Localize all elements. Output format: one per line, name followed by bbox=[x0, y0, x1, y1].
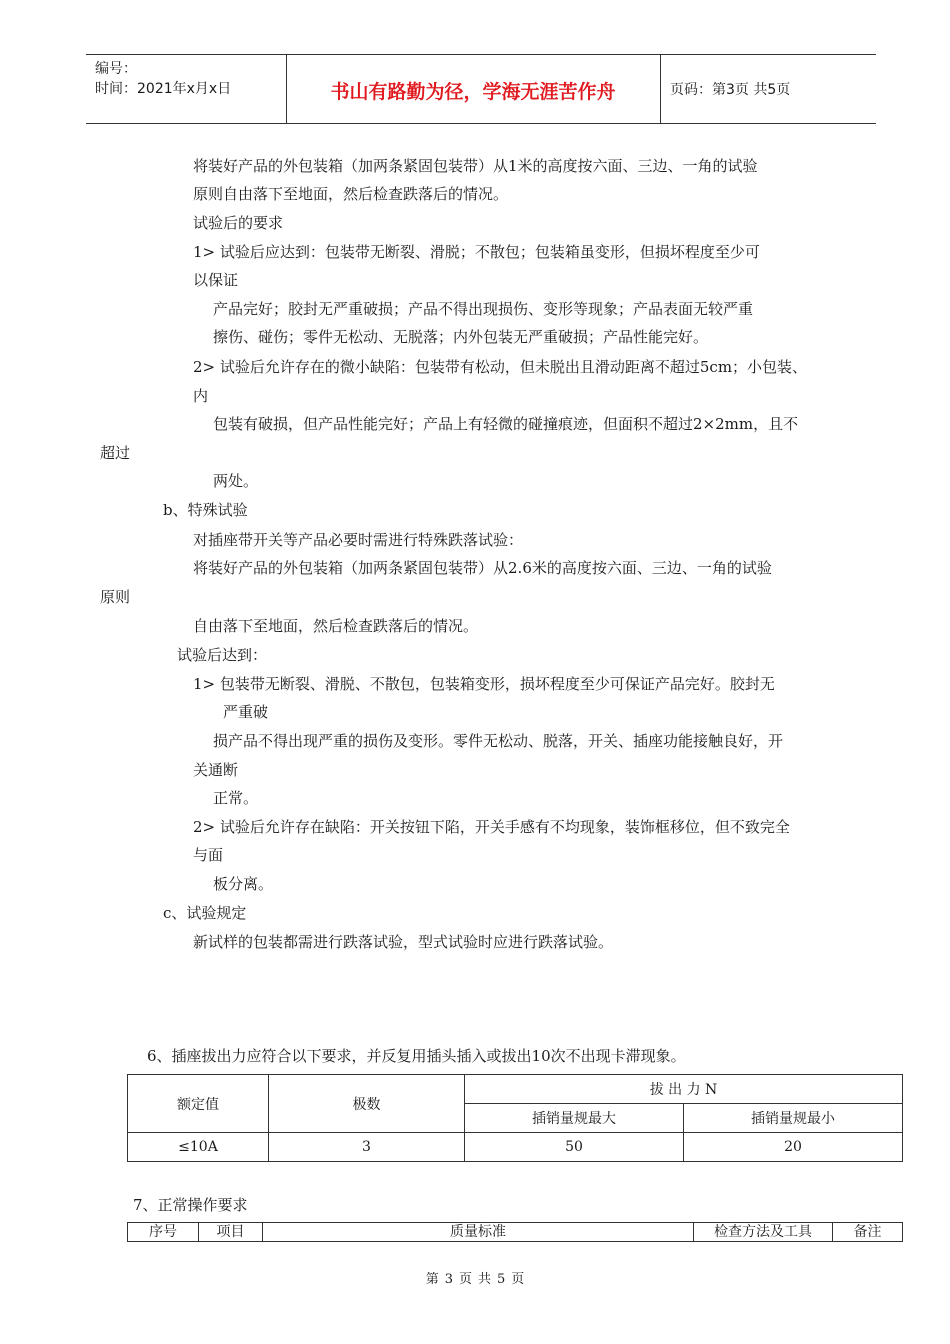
body-line: 以保证 bbox=[193, 271, 239, 289]
page-header bbox=[86, 54, 876, 124]
table-header-cell: 质量标准 bbox=[263, 1223, 694, 1242]
header-meta bbox=[95, 59, 231, 99]
body-line: 与面 bbox=[193, 846, 224, 864]
body-line: 对插座带开关等产品必要时需进行特殊跌落试验： bbox=[193, 531, 524, 549]
body-line: 包装有破损，但产品性能完好；产品上有轻微的碰撞痕迹，但面积不超过2×2mm，且不 bbox=[213, 415, 799, 433]
footer-text: 页 bbox=[511, 1272, 525, 1287]
body-line: 1> 试验后应达到：包装带无断裂、滑脱；不散包；包装箱虽变形，但损坏程度至少可 bbox=[193, 243, 760, 261]
body-line: 严重破 bbox=[223, 703, 269, 721]
body-line: 原则自由落下至地面，然后检查跌落后的情况。 bbox=[193, 185, 509, 203]
body-line: 正常。 bbox=[213, 789, 259, 807]
body-line: 内 bbox=[193, 387, 209, 405]
table-cell: ≤10A bbox=[128, 1133, 269, 1162]
section-heading: 7、正常操作要求 bbox=[133, 1196, 248, 1214]
table-row bbox=[128, 1223, 903, 1242]
body-line: 2> 试验后允许存在缺陷：开关按钮下陷，开关手感有不均现象，装饰框移位，但不致完全 bbox=[193, 818, 790, 836]
body-line: 擦伤、碰伤；零件无松动、无脱落；内外包装无严重破损；产品性能完好。 bbox=[213, 328, 709, 346]
body-line: 1> 包装带无断裂、滑脱、不散包，包装箱变形，损坏程度至少可保证产品完好。胶封无 bbox=[193, 675, 775, 693]
table-header-cell: 额定值 bbox=[128, 1075, 269, 1133]
table-header-cell: 拔 出 力 N bbox=[465, 1075, 903, 1104]
table-cell: 3 bbox=[269, 1133, 465, 1162]
body-line: 将装好产品的外包装箱（加两条紧固包装带）从1米的高度按六面、三边、一角的试验 bbox=[193, 157, 758, 175]
body-line: 新试样的包装都需进行跌落试验，型式试验时应进行跌落试验。 bbox=[193, 933, 614, 951]
body-line: 试验后的要求 bbox=[193, 214, 284, 232]
table-header-cell: 极数 bbox=[269, 1075, 465, 1133]
table-header-cell: 项目 bbox=[199, 1223, 263, 1242]
table-header-cell: 插销量规最大 bbox=[465, 1104, 684, 1133]
table-header-cell: 序号 bbox=[128, 1223, 199, 1242]
body-line: 板分离。 bbox=[213, 875, 274, 893]
header-divider bbox=[660, 55, 661, 123]
body-line: 产品完好；胶封无严重破损；产品不得出现损伤、变形等现象；产品表面无较严重 bbox=[213, 300, 754, 318]
table-cell: 50 bbox=[465, 1133, 684, 1162]
operation-requirements-table bbox=[127, 1222, 903, 1242]
table-header-cell: 备注 bbox=[833, 1223, 903, 1242]
pull-force-table bbox=[127, 1074, 903, 1162]
footer-current-page: 3 bbox=[444, 1272, 453, 1287]
body-line: 2> 试验后允许存在的微小缺陷：包装带有松动，但未脱出且滑动距离不超过5cm；小包装、 bbox=[193, 358, 808, 376]
body-line: 超过 bbox=[100, 444, 131, 462]
body-line: 原则 bbox=[100, 588, 131, 606]
header-motto: 书山有路勤为径，学海无涯苦作舟 bbox=[330, 81, 616, 103]
footer-text: 第 bbox=[425, 1272, 439, 1287]
section-heading: c、试验规定 bbox=[163, 904, 247, 922]
section-heading: b、特殊试验 bbox=[163, 501, 248, 519]
table-cell: 20 bbox=[684, 1133, 903, 1162]
table-row bbox=[128, 1075, 903, 1104]
footer-total-pages: 5 bbox=[497, 1272, 506, 1287]
body-line: 将装好产品的外包装箱（加两条紧固包装带）从2.6米的高度按六面、三边、一角的试验 bbox=[193, 559, 772, 577]
header-page-number: 页码：第3页 共5页 bbox=[670, 82, 791, 98]
table-header-cell: 插销量规最小 bbox=[684, 1104, 903, 1133]
table-row bbox=[128, 1133, 903, 1162]
header-number: 编号： bbox=[95, 61, 137, 77]
page-footer bbox=[0, 1268, 950, 1287]
footer-text: 共 bbox=[478, 1272, 492, 1287]
body-line: 试验后达到： bbox=[177, 646, 268, 664]
body-line: 自由落下至地面，然后检查跌落后的情况。 bbox=[193, 617, 479, 635]
footer-text: 页 bbox=[458, 1272, 472, 1287]
header-time: 时间：2021年x月x日 bbox=[95, 81, 232, 97]
table-header-cell: 检查方法及工具 bbox=[694, 1223, 833, 1242]
body-line: 损产品不得出现严重的损伤及变形。零件无松动、脱落，开关、插座功能接触良好，开 bbox=[213, 732, 784, 750]
body-line: 两处。 bbox=[213, 472, 259, 490]
body-line: 关通断 bbox=[193, 761, 239, 779]
section-heading: 6、插座拔出力应符合以下要求，并反复用插头插入或拔出10次不出现卡滞现象。 bbox=[147, 1047, 686, 1065]
